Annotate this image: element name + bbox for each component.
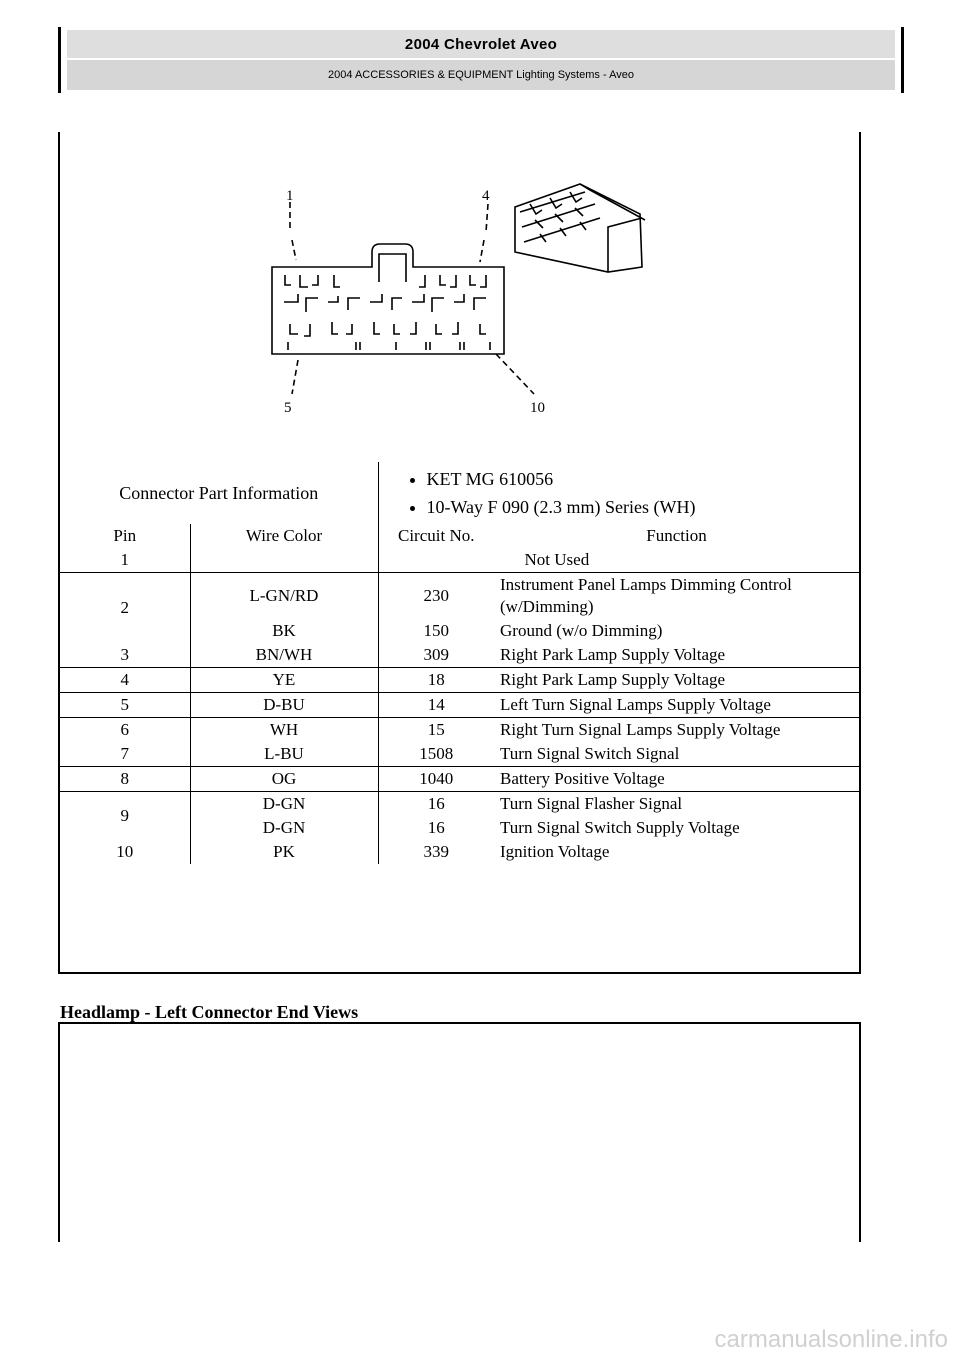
cell-wire-color: D-GN: [190, 816, 378, 840]
watermark: carmanualsonline.info: [714, 1326, 948, 1353]
pin-label-1: 1: [286, 188, 294, 204]
cell-function: Turn Signal Switch Signal: [500, 744, 680, 763]
table-row: [60, 792, 859, 817]
cell-function: Right Turn Signal Lamps Supply Voltage: [494, 718, 859, 743]
cell-function: Right Park Lamp Supply Voltage: [500, 645, 726, 664]
cell-pin: 7: [60, 742, 190, 767]
cell-circuit: 1508: [419, 744, 454, 763]
table-row: [60, 767, 859, 792]
pinout-table: [60, 462, 859, 864]
leader-pin-1: [290, 202, 296, 260]
leader-pin-10: [496, 354, 534, 394]
connector-info-row: [60, 462, 859, 524]
cell-wire-color: WH: [190, 718, 378, 743]
table-row: [60, 840, 859, 864]
table-row: [60, 548, 859, 573]
headlamp-connector-frame: [58, 1022, 861, 1242]
cavity-row-2: [284, 294, 486, 312]
cell-function: Turn Signal Switch Supply Voltage: [500, 818, 740, 837]
connector-latch: [379, 254, 406, 282]
table-row: [60, 718, 859, 743]
cell-circuit: 150: [423, 621, 449, 640]
connector-info-list: [385, 465, 854, 521]
table-row: [60, 693, 859, 718]
header-circuit: Circuit No.: [398, 526, 475, 545]
cell-pin: 8: [60, 767, 190, 792]
cell-function: Ground (w/o Dimming): [500, 621, 663, 640]
cell-function: Right Park Lamp Supply Voltage: [494, 668, 859, 693]
leader-pin-5: [292, 360, 298, 394]
connector-frame: [58, 132, 861, 974]
pin-label-4: 4: [482, 188, 490, 204]
cell-pin: 1: [60, 548, 190, 573]
page-header: [58, 27, 904, 93]
cell-wire-color: L-BU: [190, 742, 378, 767]
cell-pin: 4: [60, 668, 190, 693]
leader-pin-4: [480, 204, 488, 262]
cell-wire-color: PK: [190, 840, 378, 864]
cell-circuit: 339: [423, 842, 449, 861]
cell-circuit: 15: [378, 718, 494, 743]
connector-info-list-cell: [378, 462, 859, 524]
cavity-row-1: [285, 275, 486, 287]
cell-function: Not Used: [524, 550, 590, 569]
document-title: 2004 Chevrolet Aveo: [67, 30, 895, 58]
cell-circuit: 16: [378, 792, 494, 817]
table-row: [60, 668, 859, 693]
connector-diagram: [60, 132, 859, 462]
cell-circuit: 309: [423, 645, 449, 664]
cell-wire-color: L-GN/RD: [190, 573, 378, 620]
cell-wire-color: YE: [190, 668, 378, 693]
cell-pin: 3: [60, 643, 190, 668]
cell-wire-color: OG: [190, 767, 378, 792]
connector-info-item: • 10-Way F 090 (2.3 mm) Series (WH): [427, 493, 854, 521]
section-caption: Headlamp - Left Connector End Views: [60, 1002, 359, 1022]
table-row: [60, 573, 859, 620]
cell-wire-color: D-GN: [190, 792, 378, 817]
cell-pin: 2: [60, 573, 190, 644]
table-row: [60, 643, 859, 668]
cell-circuit: 1040: [378, 767, 494, 792]
header-wire-color: Wire Color: [190, 524, 378, 548]
cavity-row-4: [288, 342, 490, 350]
cell-circuit: 14: [378, 693, 494, 718]
cell-pin: 6: [60, 718, 190, 743]
cavity-row-3: [290, 322, 486, 336]
header-function: Function: [646, 526, 707, 545]
cell-wire-color: BN/WH: [190, 643, 378, 668]
cell-function: Battery Positive Voltage: [494, 767, 859, 792]
header-pin: Pin: [60, 524, 190, 548]
cell-function: Turn Signal Flasher Signal: [494, 792, 859, 817]
document-subtitle: 2004 ACCESSORIES & EQUIPMENT Lighting Systems - Aveo: [67, 60, 895, 90]
connector-info-item: • KET MG 610056: [427, 465, 854, 493]
cell-pin: 5: [60, 693, 190, 718]
cell-pin: 9: [60, 792, 190, 841]
cell-function: Ignition Voltage: [500, 842, 610, 861]
connector-3d-view: [515, 184, 645, 272]
pin-label-10: 10: [530, 400, 545, 416]
cell-pin: 10: [60, 840, 190, 864]
cell-wire-color: BK: [190, 619, 378, 643]
cell-function: Instrument Panel Lamps Dimming Control (w/Dimming): [494, 573, 859, 620]
cell-circuit: 16: [427, 818, 445, 837]
cell-circuit: 230: [378, 573, 494, 620]
cell-wire-color: D-BU: [190, 693, 378, 718]
pin-label-5: 5: [284, 400, 292, 416]
table-header-row: [60, 524, 859, 548]
cell-wire-color: [190, 548, 378, 573]
cell-function: Left Turn Signal Lamps Supply Voltage: [494, 693, 859, 718]
connector-info-label: Connector Part Information: [60, 462, 378, 524]
table-row: [60, 742, 859, 767]
cell-circuit: 18: [378, 668, 494, 693]
